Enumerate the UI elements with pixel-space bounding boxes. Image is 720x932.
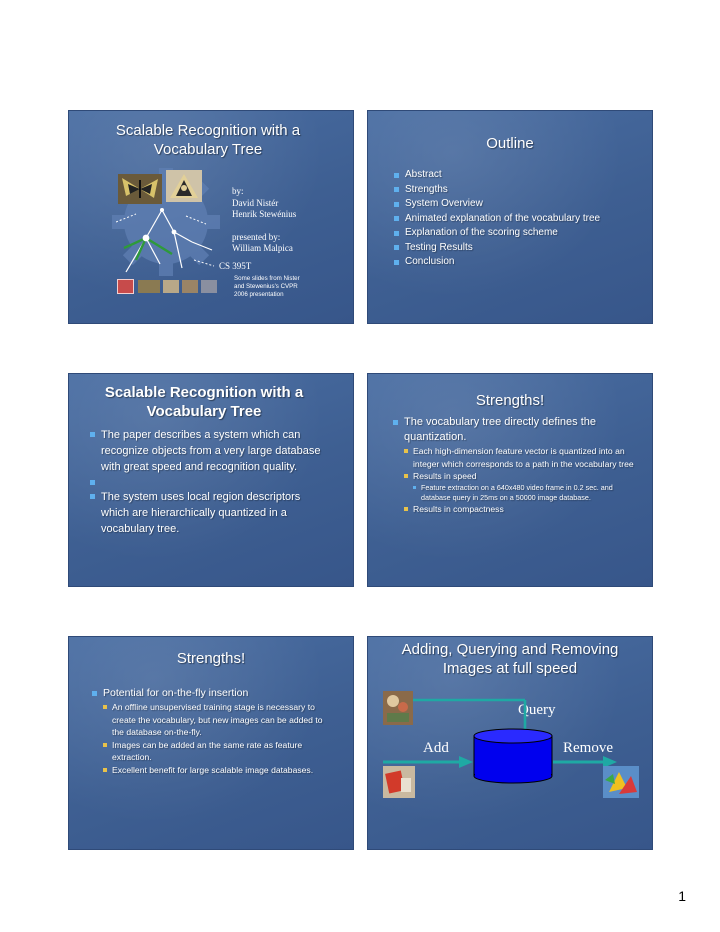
outline-item: Abstract xyxy=(394,168,649,183)
slide-strengths-2 xyxy=(68,636,354,850)
strengths-bullets xyxy=(393,415,639,515)
slide-abstract xyxy=(68,373,354,587)
insertion-subitem: An offline unsupervised training stage is necessary to create the vocabulary, but new images can be added to the database on-the-fly. xyxy=(103,701,332,739)
slide4-title: Strengths! xyxy=(475,392,545,409)
strength-subitem: Each high-dimension feature vector is quantized into an integer which corresponds to a path in the vocabulary tree xyxy=(404,445,639,470)
slide-strengths-1 xyxy=(367,373,653,587)
abstract-bullets xyxy=(90,427,330,537)
strength-subitem: Results in speed Feature extraction on a 640x480 video frame in 0.2 sec. and database query in 25ms on a 50000 image database. xyxy=(404,470,639,503)
outline-item: Explanation of the scoring scheme xyxy=(394,226,649,241)
removed-image xyxy=(603,766,639,798)
thumbnail-butterfly xyxy=(138,280,160,293)
butterfly-photo xyxy=(118,174,162,204)
insertion-bullet: Potential for on-the-fly insertion An offline unsupervised training stage is necessary to create the vocabulary, but new images can be added to the database on-the-fly. Images can be added an the same rate as feature extraction. Excellent benefit for large scalable image databases. xyxy=(92,686,332,776)
outline-list xyxy=(394,168,649,270)
butterfly-closeup-photo xyxy=(166,170,202,202)
add-label: Add xyxy=(423,740,449,756)
abstract-bullet: The system uses local region descriptors which are hierarchically quantized in a vocabulary tree. xyxy=(90,489,330,537)
query-image xyxy=(383,691,413,725)
page-number: 1 xyxy=(678,888,686,904)
insertion-subitem: Images can be added an the same rate as feature extraction. xyxy=(103,739,332,764)
abstract-bullet: The paper describes a system which can recognize objects from a very large database with great speed and recognition quality. xyxy=(90,427,330,475)
thumbnail-moth xyxy=(163,280,179,293)
outline-item: Animated explanation of the vocabulary tree xyxy=(394,212,649,227)
strength-subitems xyxy=(404,445,639,515)
by-label: by: xyxy=(232,186,244,196)
course-code: CS 395T xyxy=(219,261,252,271)
author-stewenius: Henrik Stewénius xyxy=(232,209,297,219)
presenter-name: William Malpica xyxy=(232,243,293,253)
added-image xyxy=(383,766,415,798)
slide-database-ops xyxy=(367,636,653,850)
slide-outline xyxy=(367,110,653,324)
strength-subitem: Results in compactness xyxy=(404,503,639,516)
insertion-subitem: Excellent benefit for large scalable image databases. xyxy=(103,764,332,777)
credits xyxy=(232,186,296,255)
slide3-title: Scalable Recognition with a Vocabulary Tree xyxy=(104,384,304,420)
slide1-title: Scalable Recognition with a Vocabulary Tree xyxy=(115,122,301,158)
outline-item: Testing Results xyxy=(394,241,649,256)
thumbnail-insect xyxy=(182,280,198,293)
strength-bullet: The vocabulary tree directly defines the quantization. Each high-dimension feature vector is quantized into an integer which corresponds to a path in the vocabulary tree Results in speed Feature extraction on a 640x480 video frame in 0.2 sec. and database query in 25ms on a 50000 image database. Results in compactness xyxy=(393,415,639,515)
author-nister: David Nistér xyxy=(232,197,279,208)
slides-source-note: Some slides from Nister and Stewenius's CVPR 2006 presentation xyxy=(234,275,300,298)
insertion-subitems xyxy=(103,701,332,776)
strength-subsubitems xyxy=(413,483,639,503)
thumbnail-grid xyxy=(201,280,217,293)
remove-label: Remove xyxy=(563,740,613,756)
vocabulary-tree-diagram xyxy=(116,202,216,282)
query-arrow xyxy=(413,698,543,732)
query-label: Query xyxy=(518,702,556,718)
strength-subsubitem: Feature extraction on a 640x480 video frame in 0.2 sec. and database query in 25ms on a 50000 image database. xyxy=(413,483,639,503)
outline-item: Conclusion xyxy=(394,255,649,270)
spacer xyxy=(90,475,330,489)
outline-item: System Overview xyxy=(394,197,649,212)
presented-by-label: presented by: xyxy=(232,231,281,242)
slide6-title: Adding, Querying and Removing Images at full speed xyxy=(401,641,619,677)
slide5-title: Strengths! xyxy=(176,650,246,667)
slide-title xyxy=(68,110,354,324)
database-cylinder-icon xyxy=(473,728,553,784)
slide2-title: Outline xyxy=(486,135,534,152)
thumbnail-strip xyxy=(117,279,217,294)
insertion-bullets xyxy=(92,686,332,776)
outline-item: Strengths xyxy=(394,183,649,198)
thumbnail-flower xyxy=(117,279,134,294)
